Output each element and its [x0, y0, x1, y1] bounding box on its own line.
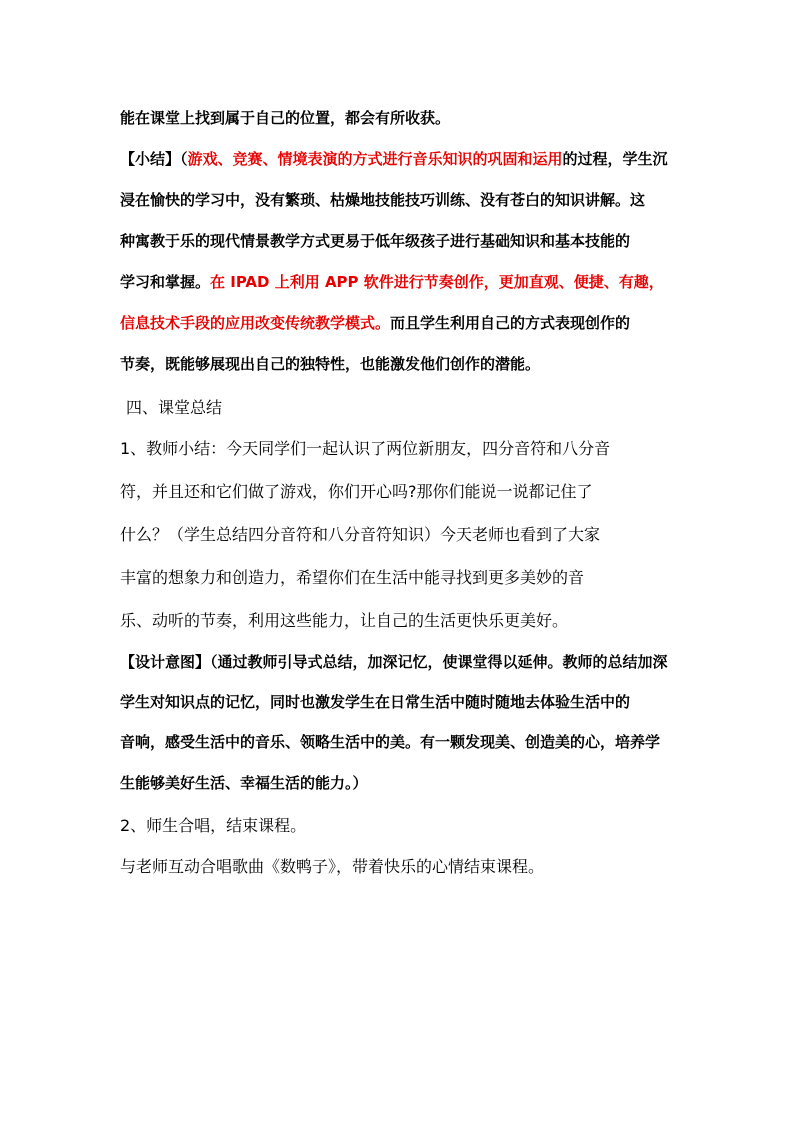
- paragraph-text: 学习和掌握。: [120, 273, 211, 291]
- paragraph-line: 浸在愉快的学习中，没有繁琐、枯燥地技能技巧训练、没有苍白的知识讲解。这: [120, 191, 646, 209]
- paragraph-line: 与老师互动合唱歌曲《数鸭子》，带着快乐的心情结束课程。: [120, 857, 545, 876]
- summary-line: [120, 149, 668, 169]
- paragraph-line: 学生对知识点的记忆，同时也激发学生在日常生活中随时随地去体验生活中的: [120, 693, 631, 711]
- paragraph-line: 2、师生合唱，结束课程。: [120, 816, 307, 835]
- paragraph-line: 乐、动听的节奏，利用这些能力，让自己的生活更快乐更美好。: [120, 611, 569, 630]
- paragraph-line: 音响，感受生活中的音乐、领略生活中的美。有一颗发现美、创造美的心，培养学: [120, 733, 661, 751]
- summary-tag: 【小结】: [120, 150, 181, 168]
- paragraph-line: [120, 313, 630, 333]
- highlighted-text: 信息技术手段的应用改变传统教学模式。: [120, 314, 391, 332]
- section-heading: 四、课堂总结: [126, 398, 223, 417]
- highlighted-text: 在 IPAD 上利用 APP 软件进行节奏创作，更加直观、便捷、有趣，: [210, 273, 664, 291]
- paragraph-line: 种寓教于乐的现代情景教学方式更易于低年级孩子进行基础知识和基本技能的: [120, 232, 631, 250]
- paragraph-line: 生能够美好生活、幸福生活的能力。）: [120, 774, 368, 792]
- highlighted-text: 游戏、竞赛、情境表演的方式进行音乐知识的巩固和运用: [187, 150, 563, 168]
- paragraph-text: 的过程，学生沉: [562, 150, 668, 168]
- paragraph-line: 能在课堂上找到属于自己的位置，都会有所收获。: [120, 109, 451, 127]
- paragraph-line: [120, 272, 664, 292]
- paragraph-text: 而且学生利用自己的方式表现创作的: [390, 314, 631, 332]
- paren-open: （: [180, 150, 188, 168]
- paragraph-line: 符，并且还和它们做了游戏，你们开心吗?那你们能说一说都记住了: [120, 482, 593, 501]
- paragraph-line: 丰富的想象力和创造力，希望你们在生活中能寻找到更多美妙的音: [120, 568, 585, 587]
- paragraph-line: 什么？（学生总结四分音符和八分音符知识）今天老师也看到了大家: [120, 525, 601, 544]
- paragraph-line: 节奏，既能够展现出自己的独特性，也能激发他们创作的潜能。: [120, 355, 541, 373]
- design-intent-line: 【设计意图】（通过教师引导式总结，加深记忆，使课堂得以延伸。教师的总结加深: [120, 653, 668, 671]
- paragraph-line: 1、教师小结：今天同学们一起认识了两位新朋友，四分音符和八分音: [120, 439, 611, 458]
